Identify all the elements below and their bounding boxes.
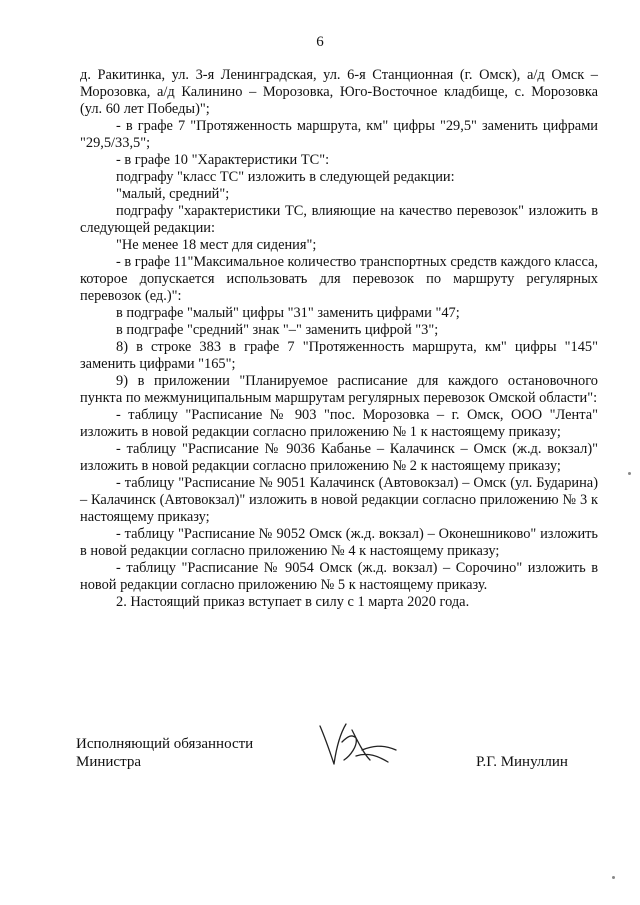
- position-line: Исполняющий обязанности: [76, 736, 254, 752]
- paragraph: 9) в приложении "Планируемое расписание для каждого остановочного пункта по межмуниципальным маршрутам регулярных перевозок Омской области":: [80, 373, 598, 406]
- paragraph: "Не менее 18 мест для сидения";: [116, 237, 317, 253]
- paragraph: - таблицу "Расписание № 9036 Кабанье – Калачинск – Омск (ж.д. вокзал)" изложить в новой редакции согласно приложению № 2 к настоящему приказу;: [80, 441, 598, 474]
- paragraph: - в графе 11"Максимальное количество транспортных средств каждого класса, которое допускается использовать для перевозок по маршруту регулярных перевозок (ед.)":: [80, 254, 598, 304]
- paragraph: д. Ракитинка, ул. 3-я Ленинградская, ул. 6-я Станционная (г. Омск), а/д Омск – Морозовка, а/д Калинино – Морозовка, Юго-Восточное кладбище, с. Морозовка (ул. 60 лет Победы)";: [80, 67, 598, 117]
- paragraph: подграфу "класс ТС" изложить в следующей редакции:: [116, 169, 455, 185]
- paragraph: 2. Настоящий приказ вступает в силу с 1 марта 2020 года.: [116, 594, 470, 610]
- paragraph: - в графе 10 "Характеристики ТС":: [116, 152, 330, 168]
- paragraph: 8) в строке 383 в графе 7 "Протяженность маршрута, км" цифры "145" заменить цифрами "165";: [80, 339, 598, 372]
- paragraph: в подграфе "средний" знак "–" заменить цифрой "3";: [116, 322, 439, 338]
- paragraph: - таблицу "Расписание № 9051 Калачинск (Автовокзал) – Омск (ул. Бударина) – Калачинск (Автовокзал)" изложить в новой редакции согласно приложению № 3 к настоящему приказу;: [80, 475, 598, 525]
- paragraph: - таблицу "Расписание № 903 "пос. Морозовка – г. Омск, ООО "Лента" изложить в новой редакции согласно приложению № 1 к настоящему приказу;: [80, 407, 598, 440]
- paragraph: - таблицу "Расписание № 9054 Омск (ж.д. вокзал) – Сорочино" изложить в новой редакции согласно приложению № 5 к настоящему приказу.: [80, 560, 598, 593]
- position-line: Министра: [76, 754, 141, 770]
- signatory-position: [76, 735, 253, 771]
- document-body: [80, 67, 598, 611]
- paragraph: в подграфе "малый" цифры "31" заменить цифрами "47;: [116, 305, 460, 321]
- scan-speck: [612, 876, 615, 879]
- paragraph: - таблицу "Расписание № 9052 Омск (ж.д. вокзал) – Оконешниково" изложить в новой редакции согласно приложению № 4 к настоящему приказу;: [80, 526, 598, 559]
- handwritten-signature: [312, 720, 402, 768]
- paragraph: "малый, средний";: [116, 186, 230, 202]
- scan-speck: [628, 472, 631, 475]
- signatory-name: Р.Г. Минуллин: [476, 754, 568, 770]
- paragraph: подграфу "характеристики ТС, влияющие на качество перевозок" изложить в следующей редакции:: [80, 203, 598, 236]
- paragraph: - в графе 7 "Протяженность маршрута, км" цифры "29,5" заменить цифрами "29,5/33,5";: [80, 118, 598, 151]
- page-number: 6: [316, 34, 324, 50]
